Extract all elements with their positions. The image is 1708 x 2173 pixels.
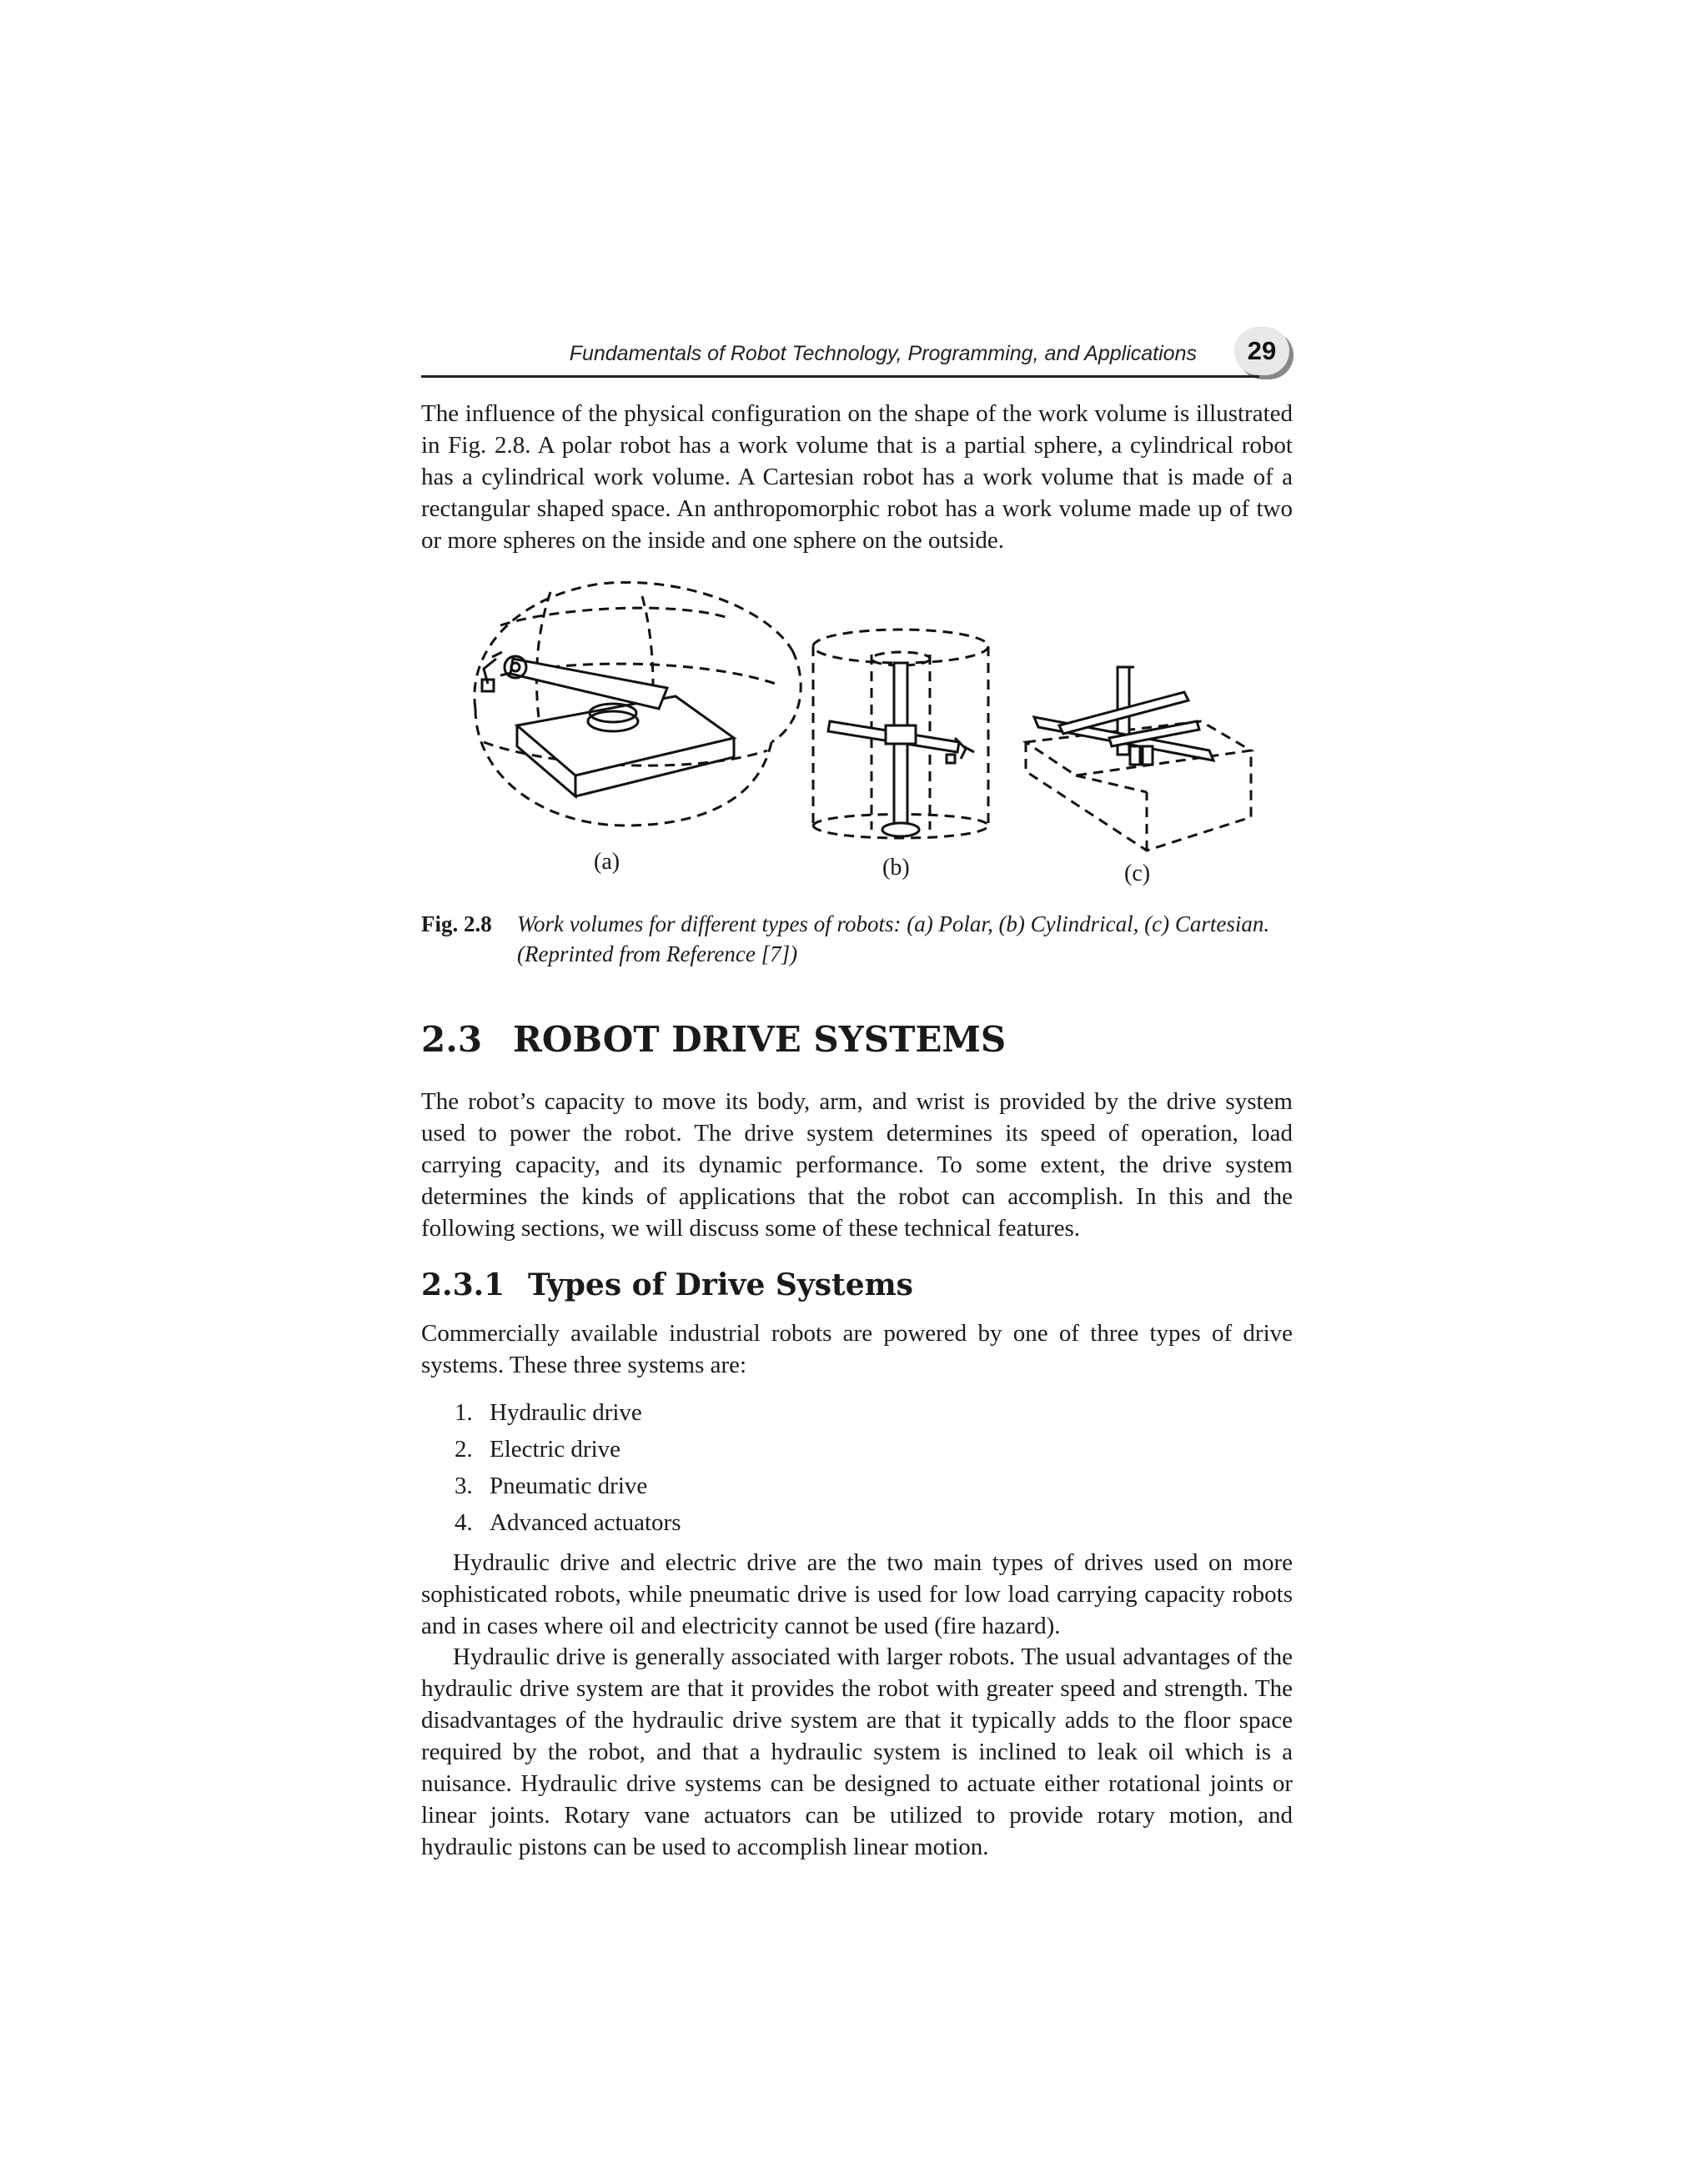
figure-label-c: (c)	[1124, 861, 1151, 886]
list-item: 1. Hydraulic drive	[455, 1399, 642, 1426]
header-title: Fundamentals of Robot Technology, Programming, and Applications	[569, 342, 1197, 365]
running-header	[421, 327, 1293, 379]
drive-types-list	[455, 1394, 681, 1541]
main-types-paragraph: Hydraulic drive and electric drive are the two main types of drives used on more sophisticated robots, while pneumatic drive is used for low load carrying capacity robots and in cases where oil and electricity cannot be used (fire hazard).	[421, 1549, 1293, 1639]
section-number: 2.3	[421, 1019, 483, 1060]
work-volume-figure	[450, 575, 1268, 896]
subsection-heading	[421, 1267, 913, 1302]
page-number-badge: 29	[1234, 327, 1289, 375]
subsection-number: 2.3.1	[421, 1267, 505, 1302]
cartesian-robot	[1034, 667, 1213, 765]
subsection-title: Types of Drive Systems	[528, 1267, 913, 1302]
list-item: 3. Pneumatic drive	[455, 1473, 648, 1499]
hydraulic-paragraph: Hydraulic drive is generally associated with larger robots. The usual advantages of the hydraulic drive system are that it provides the robot with greater speed and strength. The disadvantages of the hydraulic drive system are that it typically adds to the floor space required by the robot, and that a hydraulic system is inclined to leak oil which is a nuisance. Hydraulic drive systems can be designed to actuate either rotational joints or linear joints. Rotary vane actuators can be utilized to provide rotary motion, and hydraulic pistons can be used to accomplish linear motion.	[421, 1644, 1293, 1860]
cylindrical-robot	[828, 663, 974, 836]
section-heading	[421, 1019, 1006, 1060]
list-item: 2. Electric drive	[455, 1436, 620, 1463]
intro-paragraph: The influence of the physical configuration on the shape of the work volume is illustrated in Fig. 2.8. A polar robot has a work volume that is a partial sphere, a cylindrical robot has a cylindrical work volume. A Cartesian robot has a work volume that is made of a rectangular shaped space. An anthropomorphic robot has a work volume made up of two or more spheres on the inside and one sphere on the outside.	[421, 400, 1293, 554]
figure-caption-text: Work volumes for different types of robots: (a) Polar, (b) Cylindrical, (c) Cartesian. (Reprinted from Reference [7])	[517, 911, 1270, 966]
work-volume-illustration	[450, 575, 1268, 896]
types-intro-paragraph: Commercially available industrial robots are powered by one of three types of drive systems. These three systems are:	[421, 1320, 1293, 1378]
figure-label-a: (a)	[594, 849, 620, 875]
polar-robot	[482, 652, 734, 796]
figure-label-b: (b)	[882, 855, 910, 881]
drive-intro-paragraph: The robot’s capacity to move its body, arm, and wrist is provided by the drive system used to power the robot. The drive system determines its speed of operation, load carrying capacity, and its dynamic performance. To some extent, the drive system determines the kinds of applications that the robot can accomplish. In this and the following sections, we will discuss some of these technical features.	[421, 1088, 1293, 1242]
list-item: 4. Advanced actuators	[455, 1509, 681, 1536]
figure-caption-label: Fig. 2.8	[421, 911, 492, 936]
section-title: ROBOT DRIVE SYSTEMS	[513, 1019, 1007, 1060]
header-rule	[421, 375, 1259, 378]
